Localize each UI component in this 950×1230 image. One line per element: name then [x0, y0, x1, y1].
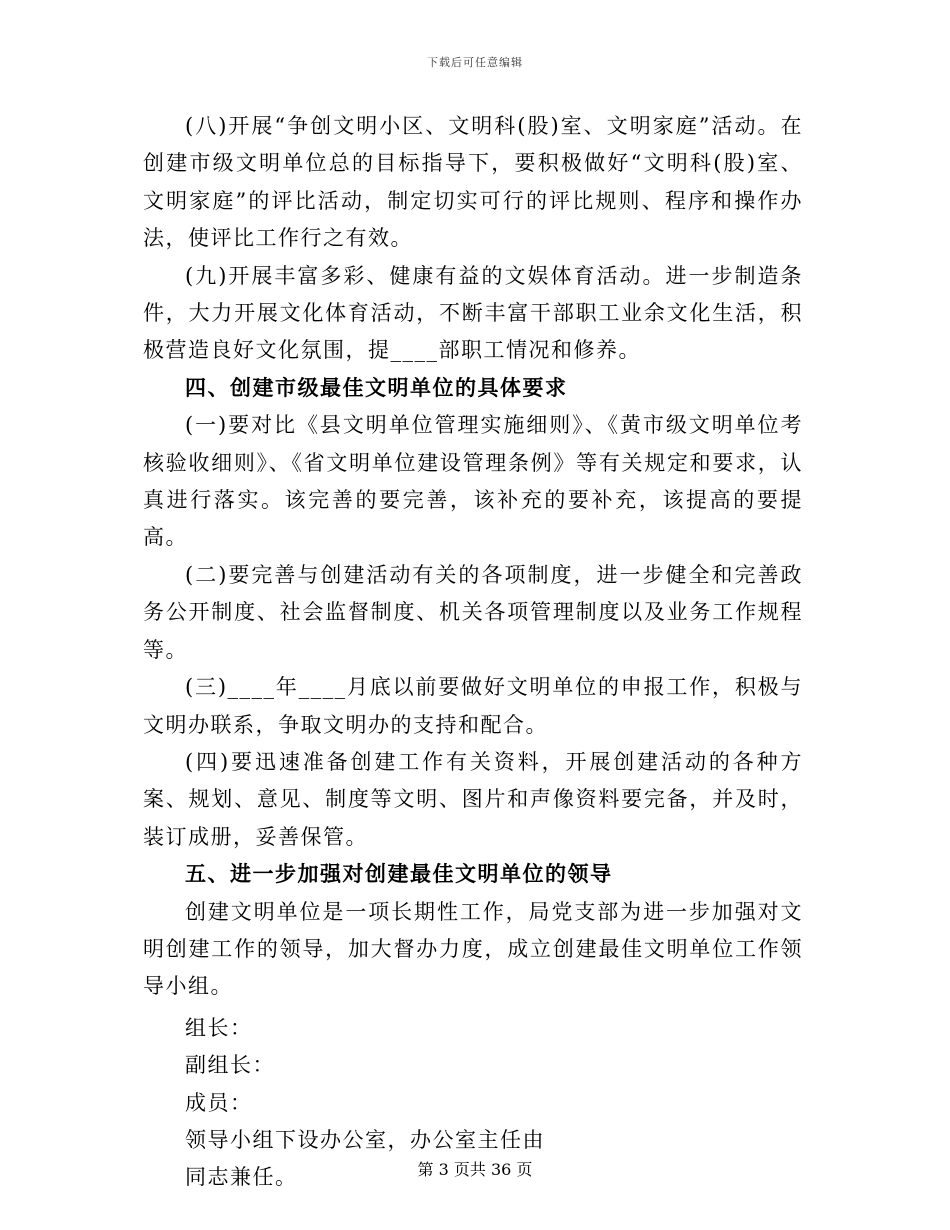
section-heading-5: 五、进一步加强对创建最佳文明单位的领导: [185, 862, 613, 887]
requirement-1: (一)要对比《县文明单位管理实施细则》、《黄市级文明单位考核验收细则》、《省文明单位建设管理条例》等有关规定和要求，认真进行落实。该完善的要完善，该补充的要补充，该提高的要提高。: [143, 413, 803, 550]
concurrent-line: 同志兼任。: [185, 1165, 298, 1190]
leadership-paragraph: 创建文明单位是一项长期性工作，局党支部为进一步加强对文明创建工作的领导，加大督办力度，成立创建最佳文明单位工作领导小组。: [143, 899, 803, 999]
deputy-leader-line: 副组长：: [185, 1053, 275, 1078]
document-body: [143, 108, 803, 1197]
section-heading-4: 四、创建市级最佳文明单位的具体要求: [185, 375, 568, 400]
paragraph-9: (九)开展丰富多彩、健康有益的文娱体育活动。进一步制造条件，大力开展文化体育活动，不断丰富干部职工业余文化生活，积极营造良好文化氛围，提____部职工情况和修养。: [143, 263, 803, 363]
requirement-2: (二)要完善与创建活动有关的各项制度，进一步健全和完善政务公开制度、社会监督制度、机关各项管理制度以及业务工作规程等。: [143, 562, 803, 662]
paragraph-8: (八)开展“争创文明小区、文明科(股)室、文明家庭”活动。在创建市级文明单位总的目标指导下，要积极做好“文明科(股)室、文明家庭”的评比活动，制定切实可行的评比规则、程序和操作办法，使评比工作行之有效。: [143, 114, 803, 251]
requirement-4: (四)要迅速准备创建工作有关资料，开展创建活动的各种方案、规划、意见、制度等文明、图片和声像资料要完备，并及时，装订成册，妥善保管。: [143, 749, 803, 849]
requirement-3: (三)____年____月底以前要做好文明单位的申报工作，积极与文明办联系，争取文明办的支持和配合。: [143, 675, 803, 737]
office-line: 领导小组下设办公室，办公室主任由: [185, 1127, 545, 1152]
page-footer: 第 3 页共 36 页: [417, 1160, 533, 1179]
leader-line: 组长：: [185, 1015, 253, 1040]
page-header: 下载后可任意编辑: [427, 56, 523, 69]
members-line: 成员：: [185, 1090, 253, 1115]
